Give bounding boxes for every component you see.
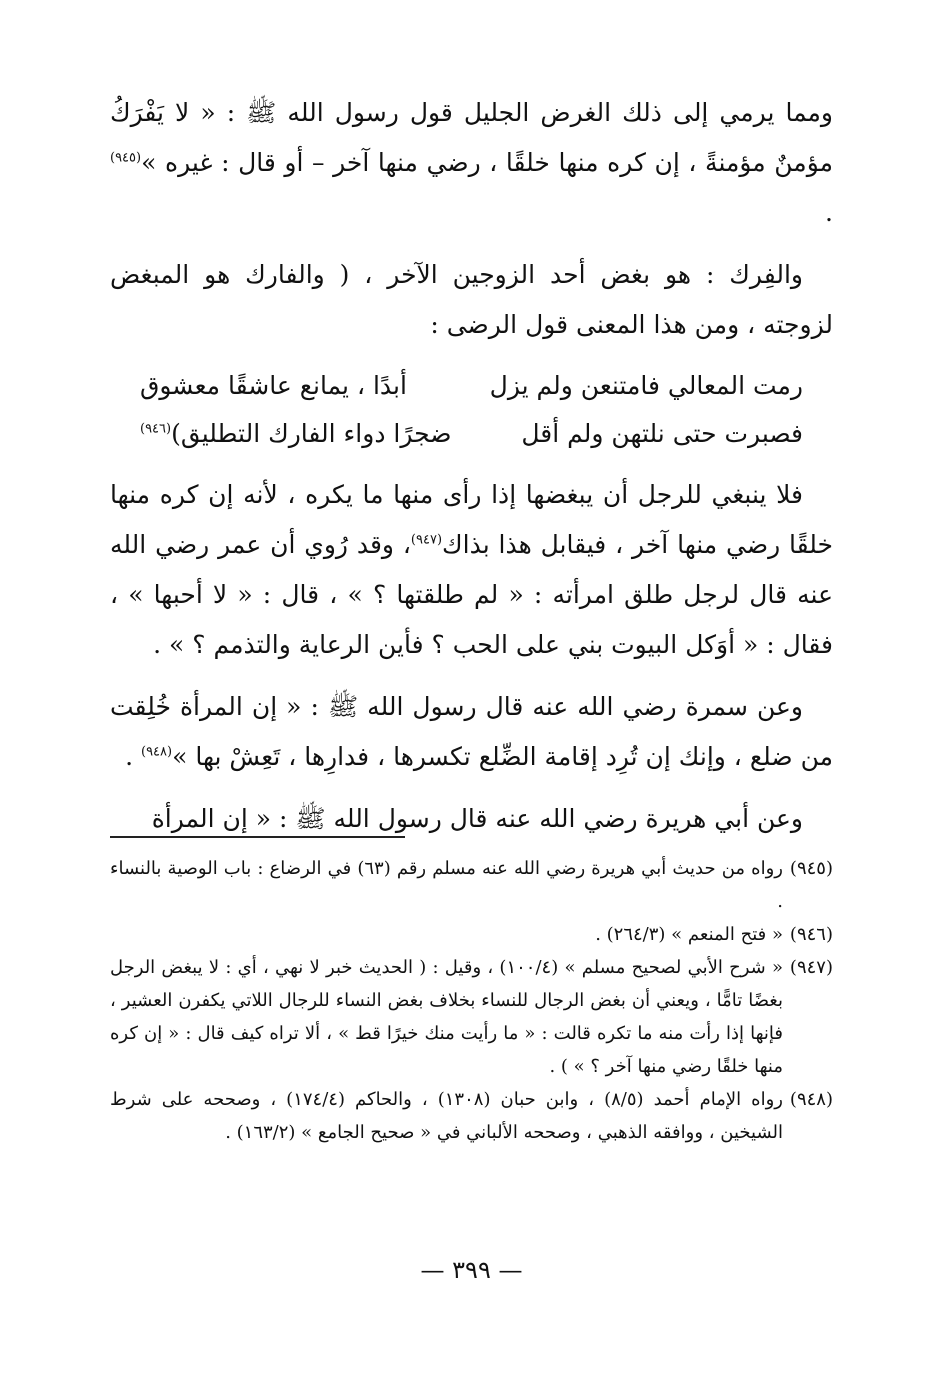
footnote-ref-947[interactable]: (٩٤٧)	[410, 532, 443, 548]
footnotes	[110, 852, 833, 1149]
verse-line-1	[140, 362, 803, 410]
paragraph-hadith-samura: وعن سمرة رضي الله عنه قال رسول الله ﷺ : « إن المرأة خُلِقت من ضلع ، وإنك إن تُرِد إقامة الضِّلع تكسرها ، فدارِها ، تَعِشْ بها »$^{(٩٤٨)}$ .	[110, 692, 833, 771]
footnote-ref-948[interactable]: (٩٤٨)	[140, 744, 173, 760]
footnote-946	[110, 918, 833, 951]
main-text	[110, 88, 833, 856]
paragraph-definition: والفِرك : هو بغض أحد الزوجين الآخر ، ( والفارك هو المبغض لزوجته ، ومن هذا المعنى قول الرضى :	[110, 260, 833, 339]
verse-1-second-hemistich: أبدًا ، يمانع عاشقًا معشوق	[140, 371, 407, 400]
footnote-948	[110, 1083, 833, 1149]
page-number: — ٣٩٩ —	[420, 1256, 523, 1284]
paragraph-hadith-1: ومما يرمي إلى ذلك الغرض الجليل قول رسول الله ﷺ : « لا يَفْرَكُ مؤمنٌ مؤمنةً ، إن كره منها خلقًا ، رضي منها آخر – أو قال : غيره »$^{(٩٤٥)}$ .	[110, 98, 833, 227]
footnote-number: (٩٤٦)	[789, 924, 833, 945]
verse-1-first-hemistich: رمت المعالي فامتنعن ولم يزل	[489, 371, 803, 400]
footnote-text: « فتح المنعم » (٢٦٤/٣) .	[595, 924, 783, 945]
footnote-text: رواه من حديث أبي هريرة رضي الله عنه مسلم رقم (٦٣) في الرضاع : باب الوصية بالنساء .	[110, 858, 783, 912]
verse-2-second-hemistich: ضجرًا دواء الفارك التطليق)$^{(٩٤٦)}$	[140, 419, 452, 448]
paragraph-hadith-abu-huraira: وعن أبي هريرة رضي الله عنه قال رسول الله ﷺ : « إن المرأة	[151, 804, 803, 833]
footnote-text: رواه الإمام أحمد (٨/٥) ، وابن حبان (١٣٠٨) ، والحاكم (١٧٤/٤) ، وصححه على شرط الشيخين ، ووافقه الذهبي ، وصححه الألباني في « صحيح الجامع » (١٦٣/٢) .	[110, 1089, 783, 1143]
poetry-verse	[110, 362, 833, 458]
footnote-number: (٩٤٥)	[789, 858, 833, 879]
footnote-947	[110, 951, 833, 1083]
paragraph-advice: فلا ينبغي للرجل أن يبغضها إذا رأى منها ما يكره ، لأنه إن كره منها خلقًا رضي منها آخر ، فيقابل هذا بذاك$^{(٩٤٧)}$، وقد رُوي أن عمر رضي الله عنه قال لرجل طلق امرأته : « لم طلقتها ؟ » ، قال : « لا أحبها » ، فقال : « أوَكل البيوت بني على الحب ؟ فأين الرعاية والتذمم ؟ » .	[110, 480, 833, 659]
footnote-number: (٩٤٧)	[789, 957, 833, 978]
footnote-number: (٩٤٨)	[789, 1089, 833, 1110]
verse-2-first-hemistich: فصبرت حتى نلتهن ولم أقل	[521, 419, 803, 448]
footnote-text: « شرح الأبي لصحيح مسلم » (١٠٠/٤) ، وقيل : ( الحديث خبر لا نهي ، أي : لا يبغض الرجل بغضًا تامًّا ، ويعني أن بغض الرجال للنساء بخلاف بغض النساء للرجال اللاتي يكفرن العشير ، فإنها إذا رأت منه ما تكره قالت : « ما رأيت منك خيرًا قط » ، ألا تراه كيف قال : « إن كره منها خلقًا رضي منها آخر ؟ » ) .	[110, 957, 783, 1077]
footnote-ref-946[interactable]: (٩٤٦)	[140, 421, 172, 437]
footnote-945	[110, 852, 833, 918]
footnote-ref-945[interactable]: (٩٤٥)	[110, 150, 142, 166]
footnote-divider	[110, 836, 405, 838]
verse-line-2	[140, 410, 803, 458]
